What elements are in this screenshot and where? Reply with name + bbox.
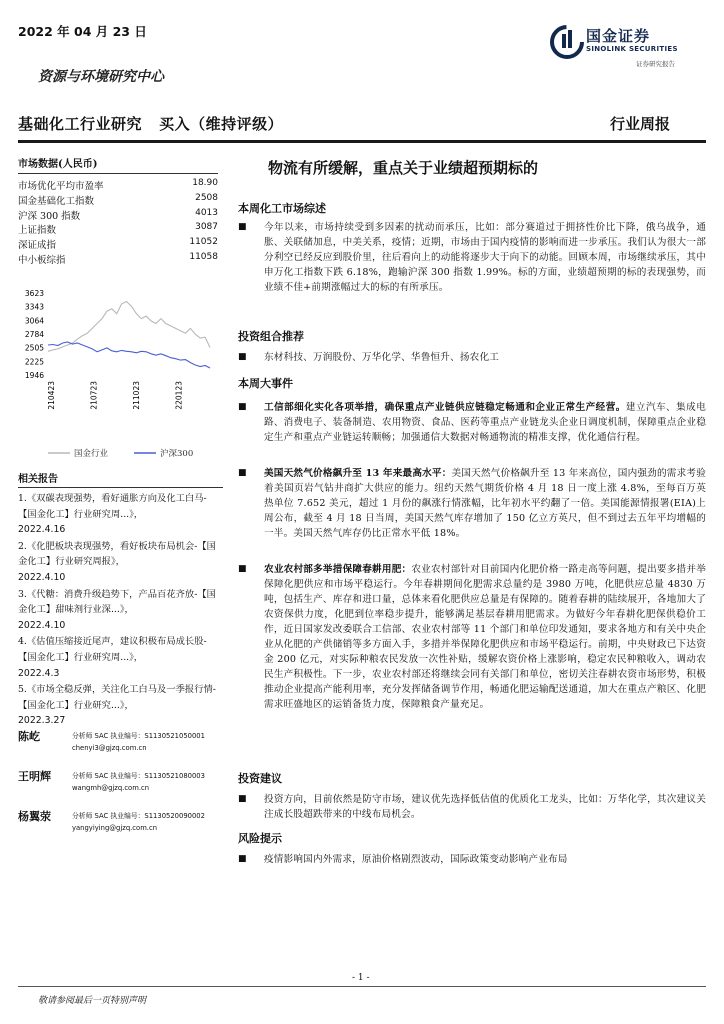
related-report-item[interactable] [18,634,223,681]
analyst-email[interactable]: chenyi3@gjzq.com.cn [72,744,147,752]
market-row [18,252,218,267]
bullet-icon: ■ [238,222,247,232]
market-label: 市场优化平均市盈率 [18,181,104,192]
related-report-date: 2022.4.10 [18,619,66,631]
related-report-title[interactable]: 3.《代糖：消费升级趋势下，产品百花齐放-【国金化工】甜味剂行业深...》， [18,588,216,616]
bullet-icon: ■ [238,352,247,362]
footer-disclaimer: 敬请参阅最后一页特别声明 [38,996,147,1006]
analyst-sac: 分析师 SAC 执业编号：S1130521080003 [72,772,205,780]
bullet-icon: ■ [238,794,247,804]
bullet-icon: ■ [238,402,247,412]
y-tick-label: 3064 [24,316,44,326]
analyst-name: 王明辉 [18,770,51,783]
main-content [238,200,706,970]
bullet-icon: ■ [238,564,247,574]
related-report-date: 2022.3.27 [18,715,66,727]
market-value: 11052 [189,237,218,248]
legend-label-industry: 国金行业 [74,449,109,459]
section-title-review: 本周化工市场综述 [238,202,326,215]
logo-subtitle: 证券研究报告 [636,60,675,68]
event-2-body: 美国天然气价格飙升至 13 年来高位，国内强劲的需求考验着美国页岩气钻井商扩大供应的能力。纽约天然气期货价格 4 月 18 日一度上涨 4.8%，至每百万英热单位 7.652 美元，超过 1 月份的飙涨行情涨幅，比年初水平约翻了一倍。美国能源情报署(EIA)上周公布，截至 4 月 18 日当周，美国天然气库存增加了 150 亿立方英尺，但不到过去五年平均增幅的一半。美国天然气库存仍比正常水平低 18%。 [264,468,706,539]
section-title-portfolio: 投资组合推荐 [238,330,304,343]
x-tick-label: 220123 [174,381,184,410]
event-2-lead: 美国天然气价格飙升至 13 年来最高水平： [264,468,452,479]
related-report-item[interactable] [18,491,223,538]
industry-rating: 基础化工行业研究 买入（维持评级） [18,115,284,133]
related-reports [18,470,223,730]
related-report-title[interactable]: 1.《双碳表现强势，看好通胀方向及化工白马-【国金化工】行业研究周...》， [18,493,207,520]
analyst-email[interactable]: yangyiying@gjzq.com.cn [72,824,158,832]
analyst-sac: 分析师 SAC 执业编号：S1130521050001 [72,732,205,740]
y-tick-label: 3623 [24,289,44,298]
series-line-1 [48,342,210,368]
market-label: 国金基础化工指数 [18,195,95,207]
event-3-body: 农业农村部针对目前国内化肥价格一路走高等问题，提出要多措并举保障化肥供应和市场平稳运行。今年春耕期间化肥需求总量约是 3980 万吨，化肥供应总量 4830 万吨，包括生产、库存和进口量，总体来看化肥供应总量是有保障的。随着春耕的陆续展开，各地加大了农资保供力度，化肥到位率稳步提升，能够满足基层春耕用肥需求。为做好今年春耕化肥保供稳价工作，近日国家发改委联合工信部、农业农村部等 11 个部门和单位印发通知，要求各地方和有关中央企业从化肥的产供储销等多方面入手，多措并举保障化肥供应和市场平稳运行。前期，中央财政已下达资金 200 亿元，对实际种粮农民发放一次性补贴，缓解农资价格上涨影响，稳定农民种粮收入，调动农民生产积极性。下一步，农业农村部还将继续会同有关部门和单位，密切关注春耕农资市场形势，积极推动企业提高产能利用率，充分发挥储备调节作用，畅通化肥运输配送通道，加大在重点产粮区、化肥需求旺盛地区的运销备货力度，保障粮食产量充足。 [264,564,706,710]
related-report-title[interactable]: 4.《估值压缩接近尾声，建议积极布局成长股-【国金化工】行业研究周...》， [18,636,207,663]
y-tick-label: 3343 [24,302,44,312]
sinolink-logo-icon [550,24,584,60]
event-1 [264,400,706,445]
report-date: 2022 年 04 月 23 日 [18,24,147,39]
market-row [18,178,218,193]
advice-paragraph: 投资方向，目前依然是防守市场，建议优先选择低估值的优质化工龙头，比如：万华化学，其次建议关注成长股超跌带来的中线布局机会。 [264,794,706,820]
header-divider [18,140,706,143]
page-number: - 1 - [352,973,370,983]
related-report-item[interactable] [18,539,223,586]
market-row [18,222,218,237]
section-title-advice: 投资建议 [238,772,282,785]
market-row [18,208,218,223]
market-value: 11058 [189,251,218,262]
market-label: 深证成指 [18,240,57,252]
event-1-body: 建立汽车、集成电路、消费电子、装备制造、农用物资、食品、医药等重点产业链龙头企业日调度机制，保障重点企业稳定生产和重点产业链运转顺畅；加强通信大数据对畅通物流的精准支撑，优化通信行程。 [264,402,706,443]
bullet-icon: ■ [238,854,247,864]
event-3 [264,562,706,712]
related-report-date: 2022.4.3 [18,667,60,679]
section-title-risk: 风险提示 [238,832,282,845]
market-row [18,193,218,208]
event-2 [264,466,706,541]
chart-legend [48,446,218,460]
market-data-panel [18,155,218,267]
market-value: 4013 [195,207,218,218]
portfolio-paragraph: 东材科技、万润股份、万华化学、华鲁恒升、扬农化工 [264,352,500,363]
y-tick-label: 2784 [24,330,44,340]
logo-text-cn: 国金证券 [586,27,651,45]
review-paragraph: 今年以来，市场持续受到多因素的扰动而承压，比如：部分赛道过于拥挤性价比下降，俄乌战争，通胀、关联储加息，中美关系，疫情；近期，市场由于国内疫情的影响而进一步承压。我们认为很大一部分利空已经反应到股价里，往后看向上的动能将逐步大于向下的动能。回顾本周，市场继续承压，其中申万化工指数下跌 6.18%，跑输沪深 300 指数 1.99%。标的方面，业绩超预期的标的表现强势，而业绩不佳+前期涨幅过大的标的有所承压。 [264,222,706,293]
related-report-title[interactable]: 2.《化肥板块表现强势，看好板块布局机会-【国金化工】行业研究周报》， [18,540,216,568]
market-value: 18.90 [192,178,218,188]
section-title-events: 本周大事件 [238,377,293,390]
market-value: 3087 [195,222,218,233]
analyst-name: 杨翼荥 [18,810,51,823]
market-label: 中小板综指 [18,254,66,266]
logo-text-en: SINOLINK SECURITIES [586,45,678,53]
analyst-sac: 分析师 SAC 执业编号：S1130520090002 [72,812,205,820]
risk-paragraph: 疫情影响国内外需求，原油价格剧烈波动，国际政策变动影响产业布局 [264,854,568,865]
market-value: 2508 [195,192,218,203]
related-reports-title: 相关报告 [18,470,223,488]
related-report-item[interactable] [18,682,223,729]
legend-label-hs300: 沪深300 [160,449,194,459]
market-row [18,237,218,252]
related-report-date: 2022.4.10 [18,571,66,583]
event-1-lead: 工信部细化实化各项举措，确保重点产业链供应链稳定畅通和企业正常生产经营。 [264,402,626,413]
related-report-item[interactable] [18,587,223,634]
report-headline: 物流有所缓解，重点关于业绩超预期标的 [268,159,539,177]
index-chart [18,285,218,435]
footer-divider [18,986,706,987]
department-name: 资源与环境研究中心 [38,69,164,85]
y-tick-label: 1946 [24,371,44,380]
market-label: 上证指数 [18,225,57,237]
x-tick-label: 210723 [89,381,99,410]
analyst-email[interactable]: wangmh@gjzq.com.cn [72,784,150,792]
event-3-lead: 农业农村部多举措保障春耕用肥： [264,564,412,575]
x-tick-label: 211023 [132,381,141,410]
report-type: 行业周报 [610,115,671,133]
analyst-name: 陈屹 [18,730,40,743]
y-tick-label: 2505 [24,343,44,353]
x-tick-label: 210423 [47,381,56,410]
market-data-title: 市场数据(人民币) [18,155,218,174]
bullet-icon: ■ [238,468,247,478]
y-tick-label: 2225 [24,357,44,367]
related-report-title[interactable]: 5.《市场全稳反弹，关注化工白马及一季报行情-【国金化工】行业研究...》， [18,684,216,711]
related-report-date: 2022.4.16 [18,524,66,536]
market-label: 沪深 300 指数 [18,210,81,222]
